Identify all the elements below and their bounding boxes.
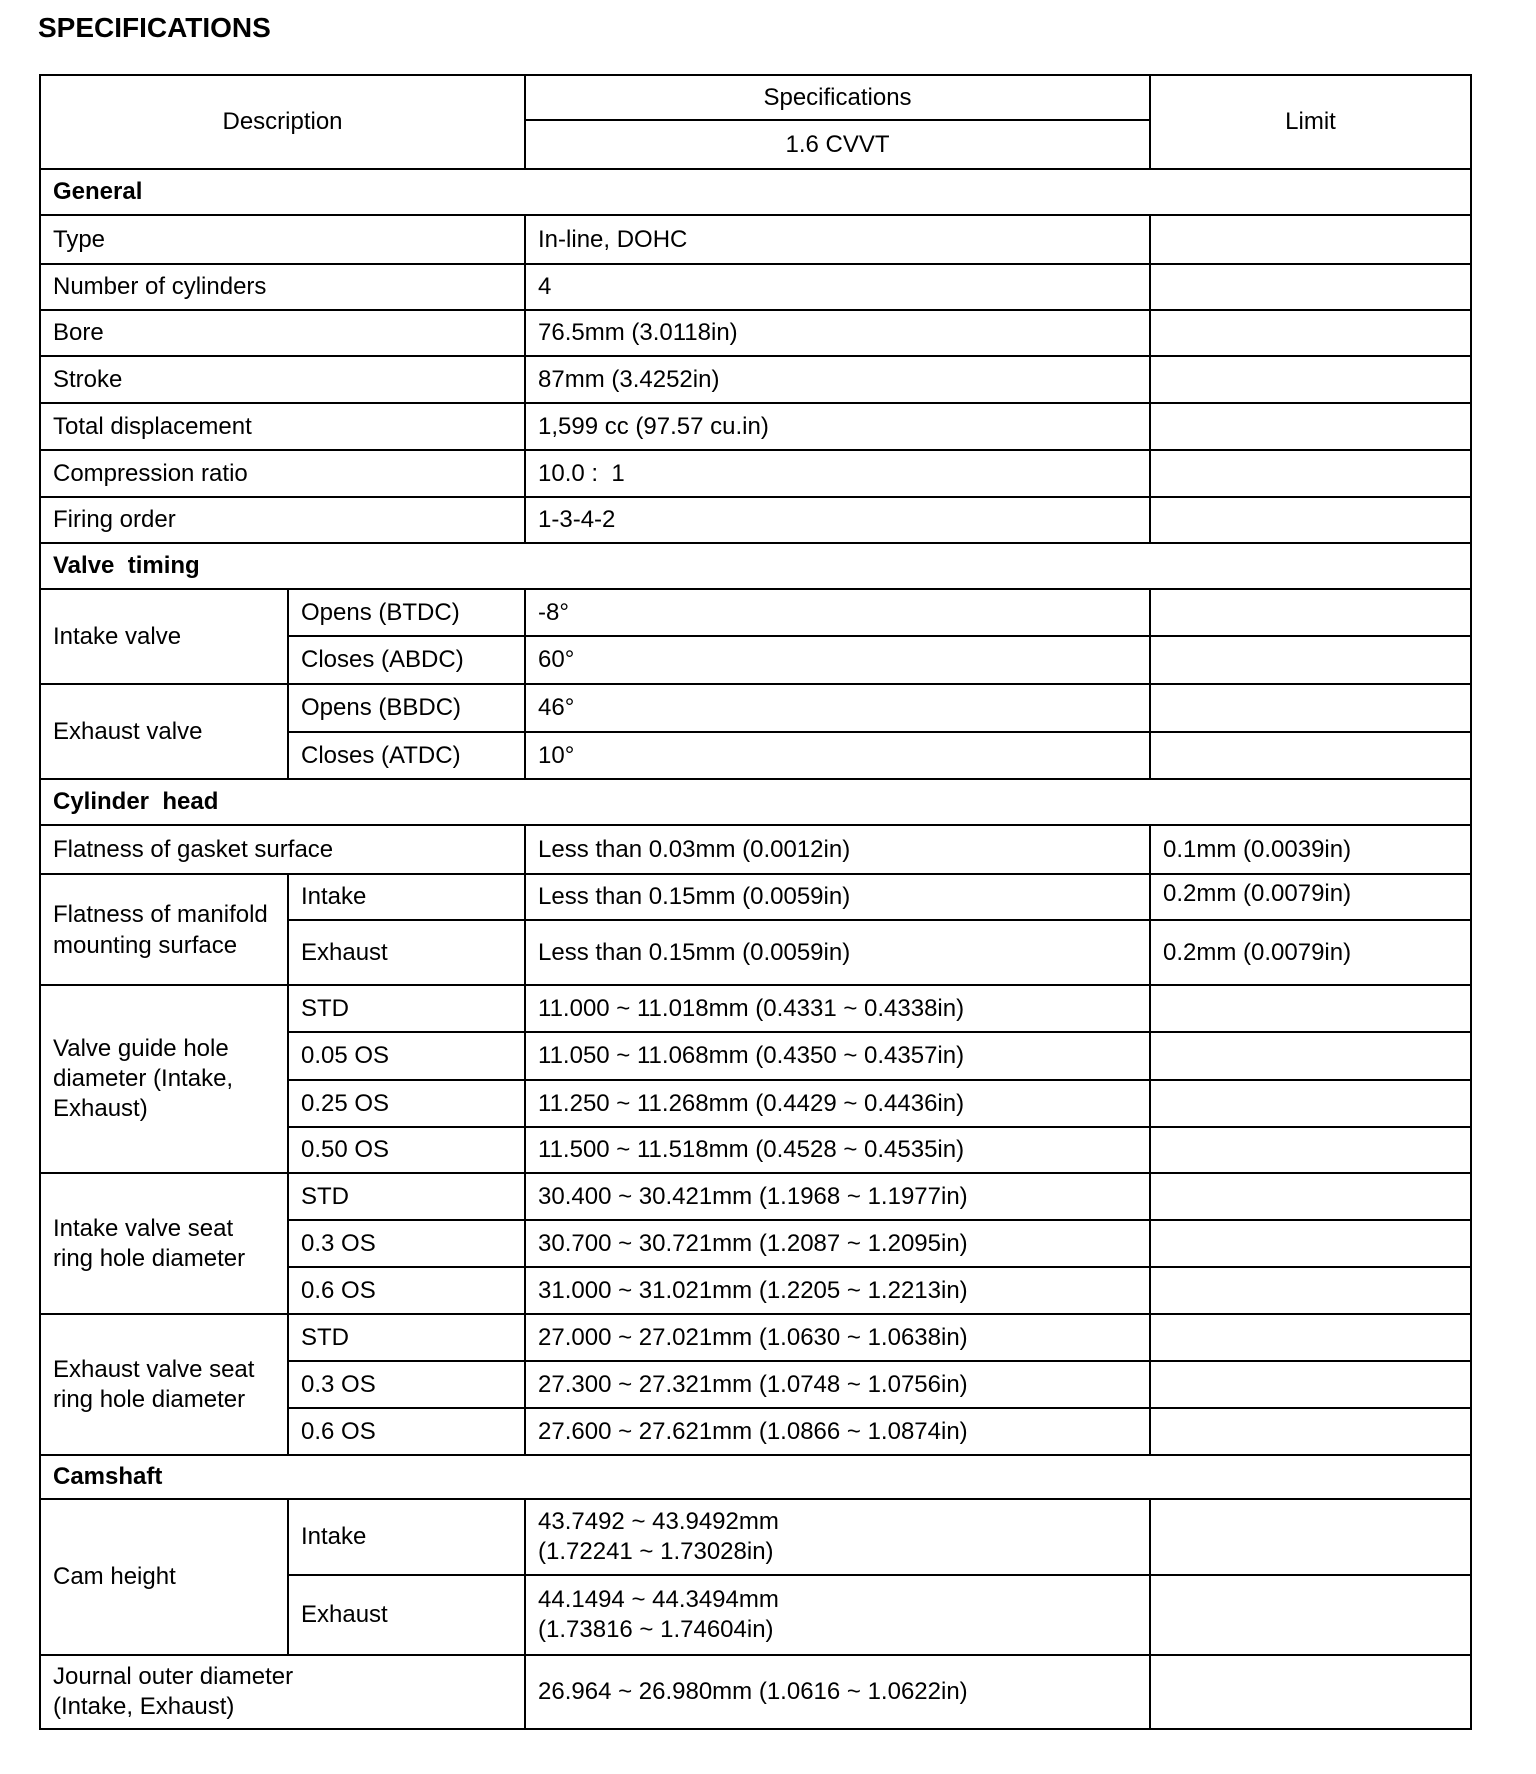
table-row	[40, 684, 1471, 732]
row-spec: 1-3-4-2	[525, 497, 1150, 543]
row-spec	[525, 1575, 1150, 1655]
row-limit	[1150, 589, 1471, 636]
sub-label: 0.6 OS	[288, 1408, 525, 1455]
row-limit	[1150, 450, 1471, 497]
row-spec: 11.500 ~ 11.518mm (0.4528 ~ 0.4535in)	[525, 1127, 1150, 1173]
sub-label: Exhaust	[288, 920, 525, 985]
row-label: Stroke	[40, 356, 525, 403]
row-spec: 27.300 ~ 27.321mm (1.0748 ~ 1.0756in)	[525, 1361, 1150, 1408]
table-row	[40, 497, 1471, 543]
row-spec: 87mm (3.4252in)	[525, 356, 1150, 403]
row-spec: 11.250 ~ 11.268mm (0.4429 ~ 0.4436in)	[525, 1080, 1150, 1127]
row-spec: 60°	[525, 636, 1150, 684]
sub-label: 0.05 OS	[288, 1032, 525, 1080]
table-row	[40, 215, 1471, 264]
row-limit	[1150, 1267, 1471, 1314]
header-variant: 1.6 CVVT	[525, 120, 1150, 169]
row-limit	[1150, 732, 1471, 779]
row-limit	[1150, 1173, 1471, 1220]
sub-label: Exhaust	[288, 1575, 525, 1655]
header-limit: Limit	[1150, 75, 1471, 169]
row-spec: In-line, DOHC	[525, 215, 1150, 264]
row-limit: 0.1mm (0.0039in)	[1150, 825, 1471, 874]
row-spec: 4	[525, 264, 1150, 310]
specifications-table	[39, 74, 1472, 1730]
table-row	[40, 1314, 1471, 1361]
row-limit	[1150, 1575, 1471, 1655]
row-spec: 11.050 ~ 11.068mm (0.4350 ~ 0.4357in)	[525, 1032, 1150, 1080]
row-spec: 11.000 ~ 11.018mm (0.4331 ~ 0.4338in)	[525, 985, 1150, 1032]
sub-label: 0.25 OS	[288, 1080, 525, 1127]
table-row	[40, 450, 1471, 497]
row-limit	[1150, 1499, 1471, 1575]
row-label: Bore	[40, 310, 525, 356]
table-row	[40, 589, 1471, 636]
row-spec: 27.000 ~ 27.021mm (1.0630 ~ 1.0638in)	[525, 1314, 1150, 1361]
table-row	[40, 310, 1471, 356]
row-label: Number of cylinders	[40, 264, 525, 310]
row-label: Total displacement	[40, 403, 525, 450]
row-spec: 30.700 ~ 30.721mm (1.2087 ~ 1.2095in)	[525, 1220, 1150, 1267]
spec-line-mm: 44.1494 ~ 44.3494mm	[538, 1586, 779, 1613]
row-spec: Less than 0.15mm (0.0059in)	[525, 874, 1150, 920]
sub-label: 0.3 OS	[288, 1220, 525, 1267]
row-limit	[1150, 1032, 1471, 1080]
row-spec: -8°	[525, 589, 1150, 636]
row-label: Flatness of gasket surface	[40, 825, 525, 874]
row-spec: 46°	[525, 684, 1150, 732]
row-limit	[1150, 684, 1471, 732]
row-spec: Less than 0.03mm (0.0012in)	[525, 825, 1150, 874]
table-row	[40, 403, 1471, 450]
row-limit	[1150, 403, 1471, 450]
journal-label-line1: Journal outer diameter	[53, 1663, 294, 1690]
row-limit	[1150, 1220, 1471, 1267]
table-row	[40, 874, 1471, 920]
journal-label-line2: (Intake, Exhaust)	[53, 1693, 235, 1720]
row-label	[40, 1655, 525, 1729]
row-limit	[1150, 356, 1471, 403]
row-spec: Less than 0.15mm (0.0059in)	[525, 920, 1150, 985]
section-camshaft: Camshaft	[40, 1455, 1471, 1499]
table-row	[40, 356, 1471, 403]
row-label: Compression ratio	[40, 450, 525, 497]
sub-label: Closes (ABDC)	[288, 636, 525, 684]
row-limit: 0.2mm (0.0079in)	[1150, 920, 1471, 985]
spec-line-mm: 43.7492 ~ 43.9492mm	[538, 1508, 779, 1535]
row-spec: 10°	[525, 732, 1150, 779]
header-description: Description	[40, 75, 525, 169]
table-row	[40, 985, 1471, 1032]
section-general: General	[40, 169, 1471, 215]
sub-label: 0.6 OS	[288, 1267, 525, 1314]
intake-valve-label: Intake valve	[40, 589, 288, 684]
row-spec: 26.964 ~ 26.980mm (1.0616 ~ 1.0622in)	[525, 1655, 1150, 1729]
manifold-label: Flatness of manifold mounting surface	[40, 874, 288, 985]
row-limit	[1150, 497, 1471, 543]
row-spec: 1,599 cc (97.57 cu.in)	[525, 403, 1150, 450]
sub-label: STD	[288, 1314, 525, 1361]
row-label: Type	[40, 215, 525, 264]
row-limit	[1150, 215, 1471, 264]
sub-label: Closes (ATDC)	[288, 732, 525, 779]
row-limit	[1150, 1080, 1471, 1127]
table-row	[40, 1173, 1471, 1220]
row-limit	[1150, 1314, 1471, 1361]
sub-label: 0.50 OS	[288, 1127, 525, 1173]
row-label: Firing order	[40, 497, 525, 543]
table-row	[40, 264, 1471, 310]
section-valve-timing: Valve timing	[40, 543, 1471, 589]
row-limit	[1150, 636, 1471, 684]
sub-label: Intake	[288, 1499, 525, 1575]
spec-line-in: (1.72241 ~ 1.73028in)	[538, 1538, 774, 1565]
row-limit	[1150, 1655, 1471, 1729]
row-limit	[1150, 310, 1471, 356]
row-spec: 10.0 : 1	[525, 450, 1150, 497]
sub-label: STD	[288, 1173, 525, 1220]
exhaust-seat-label: Exhaust valve seat ring hole diameter	[40, 1314, 288, 1455]
sub-label: 0.3 OS	[288, 1361, 525, 1408]
row-spec: 31.000 ~ 31.021mm (1.2205 ~ 1.2213in)	[525, 1267, 1150, 1314]
exhaust-valve-label: Exhaust valve	[40, 684, 288, 779]
table-row	[40, 1655, 1471, 1729]
section-cylinder-head: Cylinder head	[40, 779, 1471, 825]
row-limit	[1150, 1361, 1471, 1408]
row-limit: 0.2mm (0.0079in)	[1150, 874, 1471, 920]
header-specifications: Specifications	[525, 75, 1150, 120]
row-spec	[525, 1499, 1150, 1575]
page-title: SPECIFICATIONS	[38, 12, 271, 43]
cam-height-label: Cam height	[40, 1499, 288, 1655]
row-limit	[1150, 1408, 1471, 1455]
intake-seat-label: Intake valve seat ring hole diameter	[40, 1173, 288, 1314]
sub-label: STD	[288, 985, 525, 1032]
row-limit	[1150, 1127, 1471, 1173]
row-limit	[1150, 264, 1471, 310]
sub-label: Opens (BBDC)	[288, 684, 525, 732]
sub-label: Opens (BTDC)	[288, 589, 525, 636]
row-spec: 76.5mm (3.0118in)	[525, 310, 1150, 356]
row-spec: 27.600 ~ 27.621mm (1.0866 ~ 1.0874in)	[525, 1408, 1150, 1455]
sub-label: Intake	[288, 874, 525, 920]
row-spec: 30.400 ~ 30.421mm (1.1968 ~ 1.1977in)	[525, 1173, 1150, 1220]
row-limit	[1150, 985, 1471, 1032]
valve-guide-label: Valve guide hole diameter (Intake, Exhaust)	[40, 985, 288, 1173]
table-row	[40, 825, 1471, 874]
spec-line-in: (1.73816 ~ 1.74604in)	[538, 1616, 774, 1643]
table-row	[40, 1499, 1471, 1575]
